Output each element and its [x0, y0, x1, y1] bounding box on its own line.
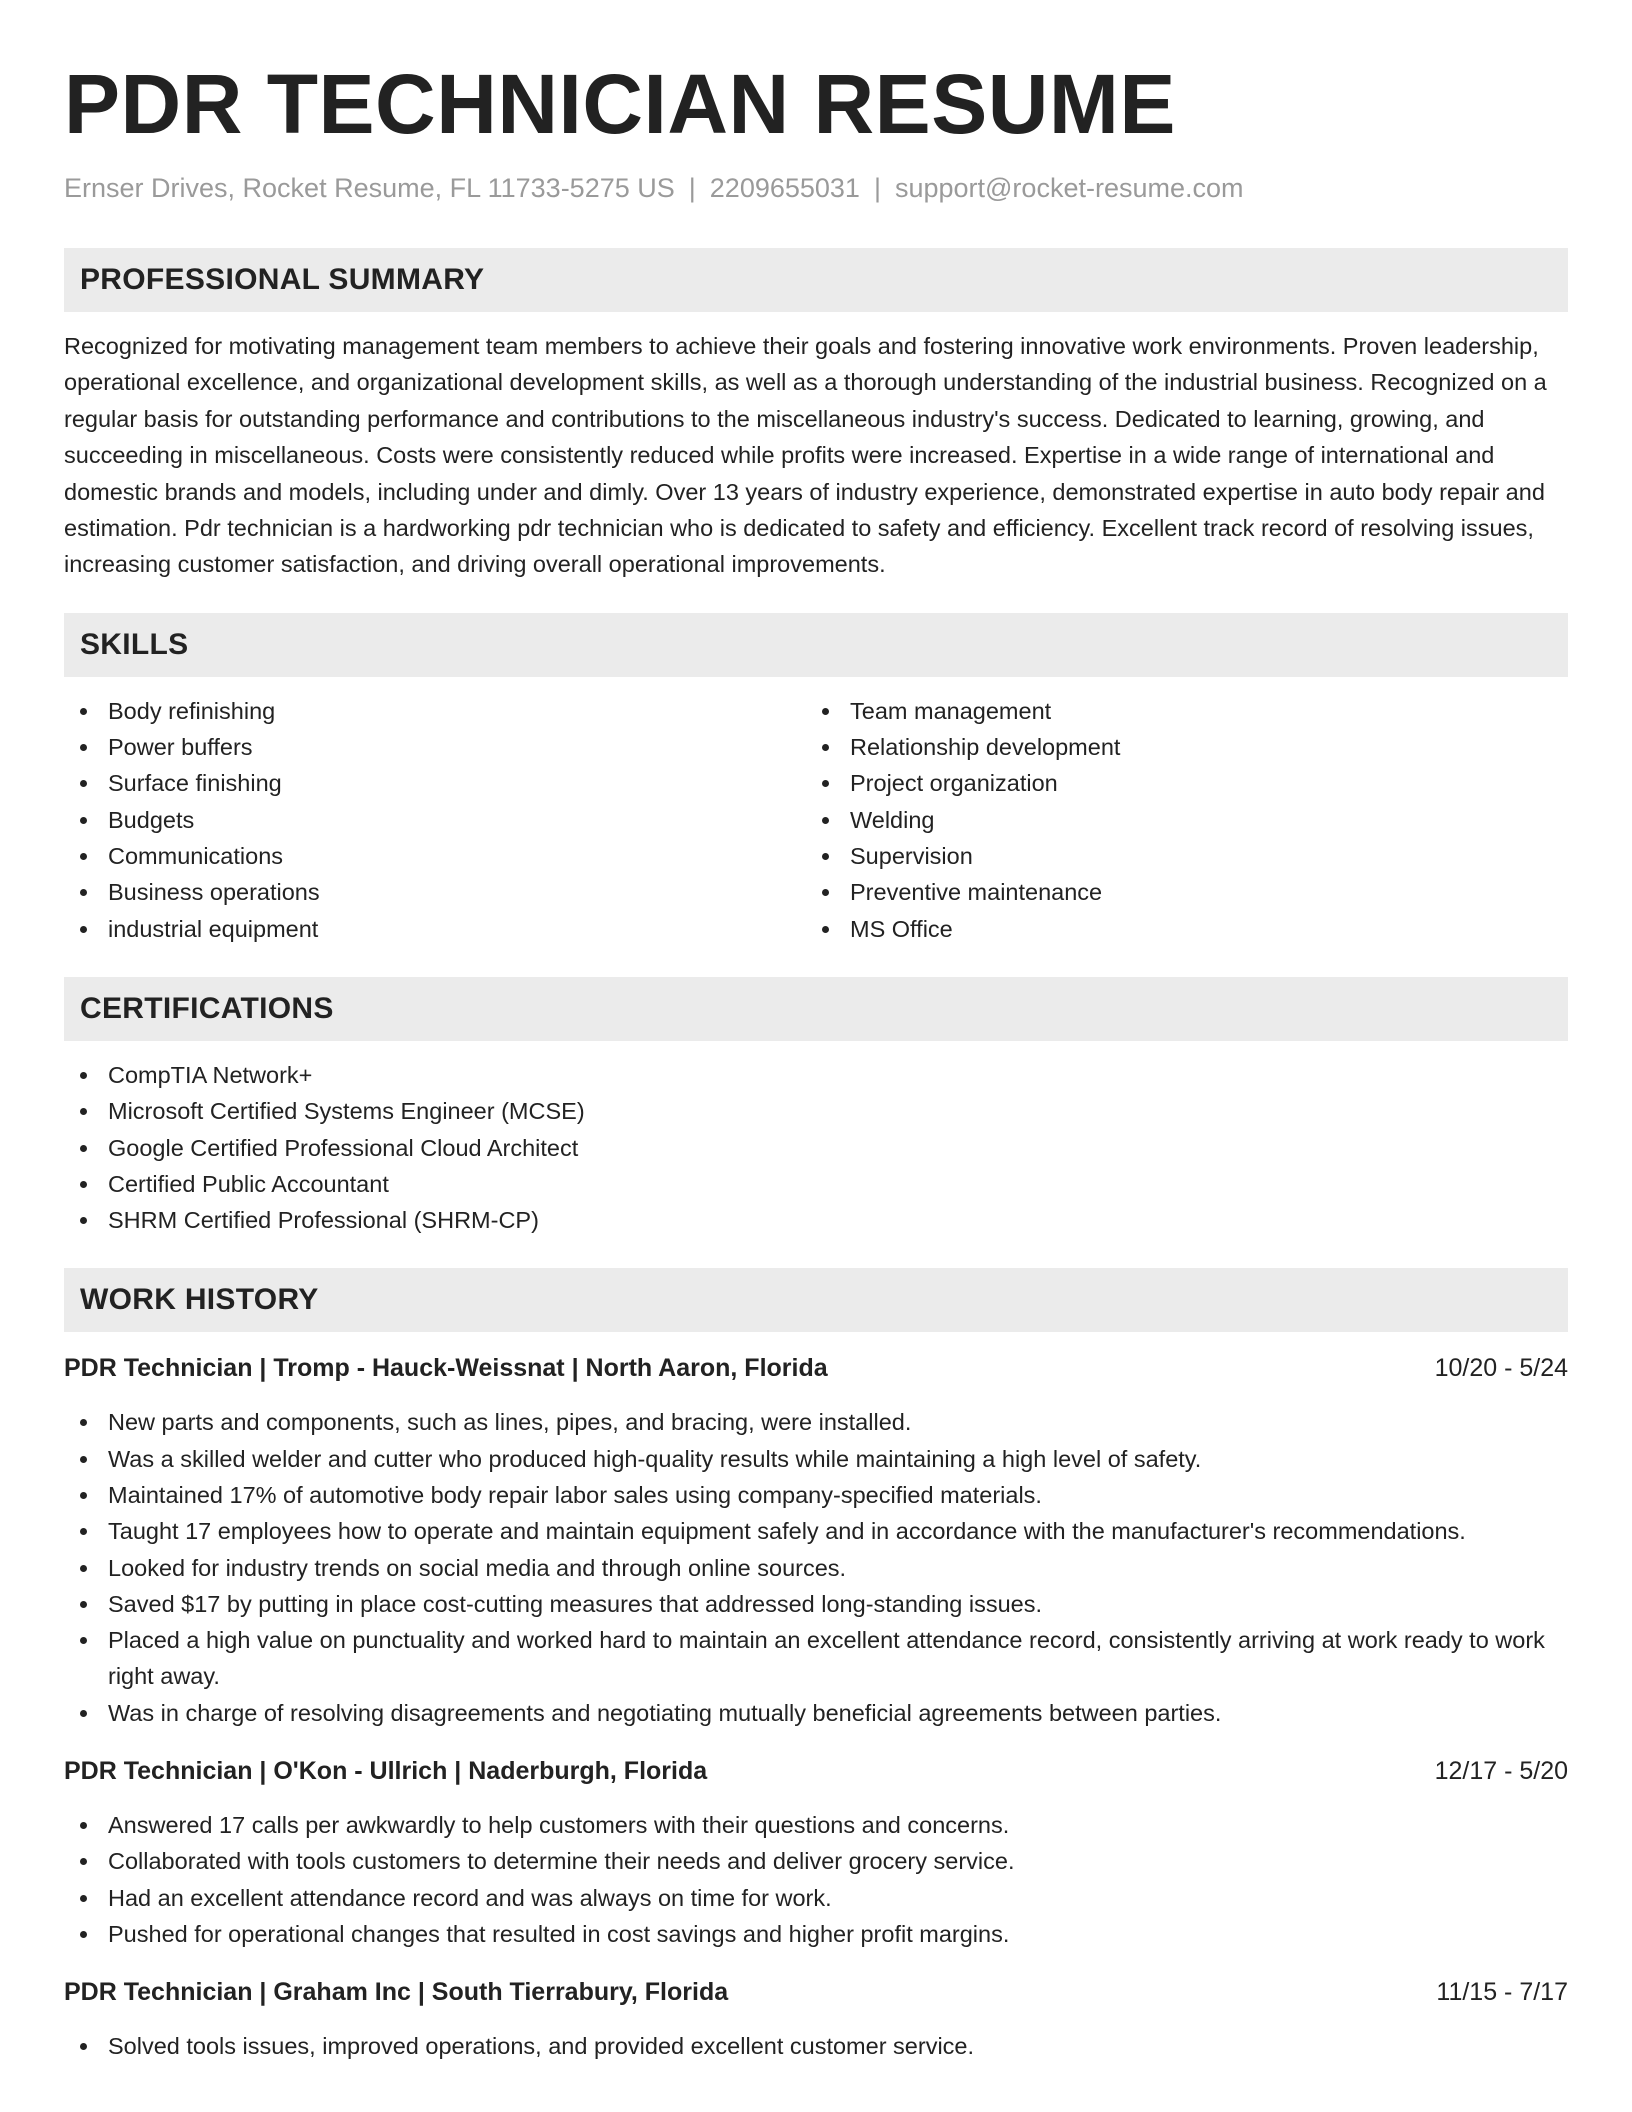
certification-item: Microsoft Certified Systems Engineer (MCSE): [64, 1093, 1568, 1129]
certifications-list: [64, 1057, 1568, 1238]
skill-item: Team management: [806, 693, 1548, 729]
contact-separator: |: [688, 173, 696, 203]
job-bullet: Maintained 17% of automotive body repair labor sales using company-specified materials.: [64, 1477, 1568, 1513]
job-header: [64, 1350, 1568, 1386]
skill-item: Supervision: [806, 838, 1548, 874]
contact-line: [64, 170, 1568, 206]
job-bullet: Placed a high value on punctuality and worked hard to maintain an excellent attendance record, consistently arriving at work ready to work right away.: [64, 1622, 1568, 1695]
resume-page: [64, 56, 1568, 2065]
job-title: PDR Technician | Tromp - Hauck-Weissnat | North Aaron, Florida: [64, 1354, 828, 1383]
job-bullet: Had an excellent attendance record and was always on time for work.: [64, 1880, 1568, 1916]
skills-list-left: [64, 693, 806, 947]
section-heading-skills: SKILLS: [64, 613, 1568, 677]
certification-item: Certified Public Accountant: [64, 1166, 1568, 1202]
skill-item: Project organization: [806, 765, 1548, 801]
job-bullet: Was a skilled welder and cutter who produced high-quality results while maintaining a high level of safety.: [64, 1441, 1568, 1477]
job-bullet: Answered 17 calls per awkwardly to help customers with their questions and concerns.: [64, 1807, 1568, 1843]
job-bullet: New parts and components, such as lines, pipes, and bracing, were installed.: [64, 1404, 1568, 1440]
contact-phone: 2209655031: [709, 173, 860, 203]
job-bullet: Looked for industry trends on social media and through online sources.: [64, 1550, 1568, 1586]
job-entry: [64, 1350, 1568, 1731]
certification-item: Google Certified Professional Cloud Architect: [64, 1130, 1568, 1166]
job-dates: 11/15 - 7/17: [1436, 1978, 1568, 2007]
job-title: PDR Technician | Graham Inc | South Tierrabury, Florida: [64, 1978, 729, 2007]
contact-address: Ernser Drives, Rocket Resume, FL 11733-5275 US: [64, 173, 675, 203]
job-header: [64, 1974, 1568, 2010]
skill-item: Budgets: [64, 802, 806, 838]
skill-item: Communications: [64, 838, 806, 874]
skill-item: Relationship development: [806, 729, 1548, 765]
job-bullets: [64, 1404, 1568, 1731]
job-bullet: Collaborated with tools customers to determine their needs and deliver grocery service.: [64, 1843, 1568, 1879]
job-entry: [64, 1974, 1568, 2064]
job-bullet: Solved tools issues, improved operations, and provided excellent customer service.: [64, 2028, 1568, 2064]
skill-item: Surface finishing: [64, 765, 806, 801]
job-dates: 10/20 - 5/24: [1434, 1354, 1568, 1383]
skill-item: MS Office: [806, 911, 1548, 947]
job-bullet: Was in charge of resolving disagreements and negotiating mutually beneficial agreements between parties.: [64, 1695, 1568, 1731]
certification-item: SHRM Certified Professional (SHRM-CP): [64, 1202, 1568, 1238]
job-header: [64, 1753, 1568, 1789]
job-bullets: [64, 2028, 1568, 2064]
contact-email: support@rocket-resume.com: [894, 173, 1244, 203]
job-bullets: [64, 1807, 1568, 1952]
skill-item: Welding: [806, 802, 1548, 838]
job-bullet: Pushed for operational changes that resulted in cost savings and higher profit margins.: [64, 1916, 1568, 1952]
skill-item: Business operations: [64, 874, 806, 910]
job-dates: 12/17 - 5/20: [1434, 1757, 1568, 1786]
section-heading-work-history: WORK HISTORY: [64, 1268, 1568, 1332]
certification-item: CompTIA Network+: [64, 1057, 1568, 1093]
job-bullet: Taught 17 employees how to operate and maintain equipment safely and in accordance with the manufacturer's recommendations.: [64, 1513, 1568, 1549]
job-entry: [64, 1753, 1568, 1952]
section-heading-summary: PROFESSIONAL SUMMARY: [64, 248, 1568, 312]
skill-item: Body refinishing: [64, 693, 806, 729]
contact-separator: |: [873, 173, 881, 203]
skill-item: Preventive maintenance: [806, 874, 1548, 910]
summary-text: Recognized for motivating management team members to achieve their goals and fostering innovative work environments. Proven leadership, operational excellence, and organizational development skills, as well as a thorough understanding of the industrial business. Recognized on a regular basis for outstanding performance and contributions to the miscellaneous industry's success. Dedicated to learning, growing, and succeeding in miscellaneous. Costs were consistently reduced while profits were increased. Expertise in a wide range of international and domestic brands and models, including under and dimly. Over 13 years of industry experience, demonstrated expertise in auto body repair and estimation. Pdr technician is a hardworking pdr technician who is dedicated to safety and efficiency. Excellent track record of resolving issues, increasing customer satisfaction, and driving overall operational improvements.: [64, 333, 1547, 578]
skill-item: Power buffers: [64, 729, 806, 765]
skills-list-right: [806, 693, 1548, 947]
section-heading-certifications: CERTIFICATIONS: [64, 977, 1568, 1041]
job-title: PDR Technician | O'Kon - Ullrich | Naderburgh, Florida: [64, 1757, 708, 1786]
skills-columns: [64, 693, 1568, 947]
skill-item: industrial equipment: [64, 911, 806, 947]
job-bullet: Saved $17 by putting in place cost-cutting measures that addressed long-standing issues.: [64, 1586, 1568, 1622]
resume-title: PDR TECHNICIAN RESUME: [64, 57, 1176, 151]
